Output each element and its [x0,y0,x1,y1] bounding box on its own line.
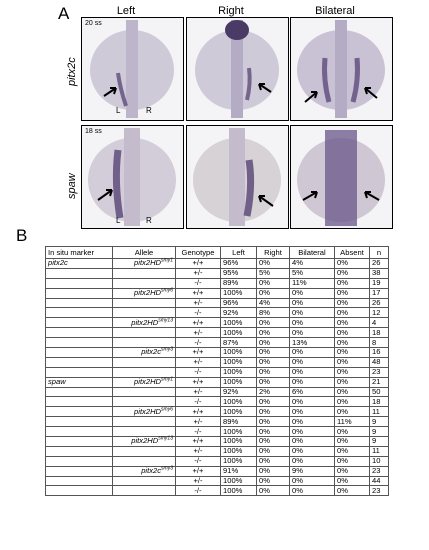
allele-name: pitx2c [141,466,162,476]
cell-allele [113,407,176,417]
cell-bilateral: 0% [290,318,335,328]
table-row [46,427,389,437]
allele-name: pitx2HD [134,288,162,298]
cell-bilateral: 0% [290,288,335,298]
cell-marker [46,427,113,437]
cell-allele [113,259,176,269]
cell-bilateral: 9% [290,466,335,476]
cell-genotype: +/+ [176,259,221,269]
header-n: n [370,247,389,259]
cell-n: 44 [370,476,389,486]
cell-allele [113,387,176,397]
cell-absent: 0% [335,466,370,476]
allele-superscript: smy13 [158,435,173,442]
cell-genotype: -/- [176,338,221,348]
cell-left: 100% [221,437,257,447]
cell-absent: 0% [335,318,370,328]
cell-right: 0% [257,427,290,437]
cell-genotype: +/+ [176,466,221,476]
allele-superscript: smy1 [161,376,173,383]
cell-right: 0% [257,486,290,496]
cell-absent: 0% [335,377,370,387]
column-title-left: Left [116,5,136,17]
cell-genotype: +/+ [176,407,221,417]
cell-right: 0% [257,446,290,456]
cell-genotype: -/- [176,308,221,318]
cell-bilateral: 0% [290,357,335,367]
allele-superscript: smy3 [161,465,173,472]
table-row [46,348,389,358]
cell-bilateral: 0% [290,446,335,456]
allele-superscript: smy1 [161,257,173,264]
cell-bilateral: 0% [290,348,335,358]
cell-genotype: -/- [176,367,221,377]
cell-marker: pitx2c [46,259,113,269]
cell-marker [46,338,113,348]
cell-allele [113,318,176,328]
table-row [46,318,389,328]
cell-absent: 0% [335,446,370,456]
table-row [46,466,389,476]
header-absent: Absent [335,247,370,259]
cell-genotype: -/- [176,278,221,288]
allele-name: pitx2HD [134,406,162,416]
cell-marker [46,268,113,278]
cell-right: 0% [257,377,290,387]
cell-absent: 0% [335,259,370,269]
cell-bilateral: 0% [290,427,335,437]
photo-pitx2c-left [81,17,184,121]
cell-bilateral: 0% [290,437,335,447]
cell-marker [46,328,113,338]
cell-marker [46,446,113,456]
cell-n: 17 [370,288,389,298]
cell-genotype: +/- [176,387,221,397]
cell-left: 92% [221,387,257,397]
photo-spaw-right [186,125,289,229]
cell-absent: 0% [335,298,370,308]
header-genotype: Genotype [176,247,221,259]
cell-right: 0% [257,476,290,486]
cell-n: 18 [370,328,389,338]
stage-label: 18 ss [85,128,102,135]
cell-allele [113,437,176,447]
cell-absent: 0% [335,357,370,367]
table-row [46,456,389,466]
lr-label-left: L [116,106,121,115]
cell-allele [113,268,176,278]
table-row [46,387,389,397]
cell-n: 26 [370,298,389,308]
cell-bilateral: 11% [290,278,335,288]
cell-n: 38 [370,268,389,278]
cell-right: 0% [257,367,290,377]
cell-marker: spaw [46,377,113,387]
table-row [46,486,389,496]
cell-marker [46,278,113,288]
cell-genotype: +/- [176,298,221,308]
cell-bilateral: 0% [290,298,335,308]
cell-left: 100% [221,367,257,377]
table-row [46,288,389,298]
cell-right: 0% [257,417,290,427]
cell-n: 11 [370,446,389,456]
header-left: Left [221,247,257,259]
cell-absent: 0% [335,348,370,358]
table-row [46,397,389,407]
table-row [46,338,389,348]
header-allele: Allele [113,247,176,259]
cell-absent: 0% [335,486,370,496]
cell-genotype: -/- [176,486,221,496]
cell-left: 89% [221,417,257,427]
cell-genotype: +/+ [176,377,221,387]
cell-genotype: +/- [176,417,221,427]
cell-left: 100% [221,456,257,466]
cell-genotype: +/- [176,268,221,278]
cell-genotype: +/- [176,446,221,456]
cell-marker [46,348,113,358]
header-in-situ-marker: In situ marker [46,247,113,259]
cell-right: 2% [257,387,290,397]
cell-genotype: +/+ [176,318,221,328]
table-row [46,446,389,456]
allele-superscript: smy3 [161,346,173,353]
header-bilateral: Bilateral [290,247,335,259]
cell-absent: 0% [335,456,370,466]
photo-pitx2c-right [186,17,289,121]
table-row [46,367,389,377]
cell-right: 5% [257,268,290,278]
cell-allele [113,466,176,476]
cell-absent: 0% [335,387,370,397]
cell-n: 9 [370,437,389,447]
cell-allele [113,377,176,387]
cell-left: 100% [221,377,257,387]
allele-name: pitx2HD [131,317,159,327]
table-row [46,328,389,338]
allele-superscript: smy6 [161,406,173,413]
cell-marker [46,288,113,298]
cell-n: 12 [370,308,389,318]
table-row [46,377,389,387]
cell-marker [46,397,113,407]
cell-left: 100% [221,476,257,486]
cell-allele [113,328,176,338]
cell-bilateral: 6% [290,387,335,397]
row-label-pitx2c: pitx2c [66,57,78,86]
allele-name: pitx2HD [134,377,162,387]
table-row [46,268,389,278]
cell-marker [46,367,113,377]
cell-bilateral: 13% [290,338,335,348]
cell-marker [46,486,113,496]
cell-left: 91% [221,466,257,476]
cell-left: 100% [221,348,257,358]
cell-bilateral: 0% [290,417,335,427]
cell-right: 0% [257,338,290,348]
column-title-bilateral: Bilateral [315,5,355,17]
cell-absent: 0% [335,367,370,377]
cell-n: 18 [370,397,389,407]
cell-n: 8 [370,338,389,348]
cell-allele [113,348,176,358]
allele-name: pitx2HD [131,436,159,446]
cell-left: 87% [221,338,257,348]
cell-bilateral: 0% [290,308,335,318]
cell-left: 100% [221,486,257,496]
cell-marker [46,298,113,308]
cell-n: 23 [370,367,389,377]
cell-right: 0% [257,407,290,417]
cell-left: 100% [221,446,257,456]
cell-genotype: +/- [176,328,221,338]
cell-absent: 0% [335,397,370,407]
cell-n: 19 [370,278,389,288]
cell-genotype: +/- [176,357,221,367]
lr-label-left: L [116,216,121,225]
cell-genotype: +/- [176,476,221,486]
cell-marker [46,308,113,318]
table-row [46,407,389,417]
cell-marker [46,456,113,466]
cell-allele [113,288,176,298]
table-row [46,357,389,367]
genotype-table [45,246,389,496]
cell-genotype: -/- [176,427,221,437]
column-title-right: Right [218,5,244,17]
cell-marker [46,407,113,417]
cell-marker [46,437,113,447]
header-right: Right [257,247,290,259]
cell-n: 50 [370,387,389,397]
cell-bilateral: 0% [290,407,335,417]
cell-left: 100% [221,397,257,407]
cell-right: 4% [257,298,290,308]
cell-bilateral: 0% [290,486,335,496]
photo-spaw-bilateral [290,125,393,229]
cell-right: 0% [257,437,290,447]
cell-left: 100% [221,427,257,437]
cell-n: 21 [370,377,389,387]
cell-bilateral: 5% [290,268,335,278]
cell-genotype: -/- [176,456,221,466]
cell-left: 96% [221,259,257,269]
cell-left: 92% [221,308,257,318]
cell-n: 16 [370,348,389,358]
cell-genotype: +/+ [176,288,221,298]
photo-pitx2c-bilateral [290,17,393,121]
allele-name: pitx2HD [134,258,162,268]
cell-allele [113,486,176,496]
cell-absent: 0% [335,476,370,486]
cell-right: 0% [257,318,290,328]
cell-n: 10 [370,456,389,466]
cell-bilateral: 0% [290,328,335,338]
cell-n: 9 [370,427,389,437]
panel-b-letter: B [16,226,28,245]
cell-n: 23 [370,486,389,496]
cell-absent: 0% [335,338,370,348]
table-row [46,278,389,288]
cell-right: 0% [257,466,290,476]
cell-left: 100% [221,407,257,417]
lr-label-right: R [146,216,152,225]
table-body [46,259,389,496]
cell-left: 96% [221,298,257,308]
cell-n: 4 [370,318,389,328]
table-row [46,437,389,447]
cell-allele [113,476,176,486]
cell-absent: 0% [335,407,370,417]
cell-right: 8% [257,308,290,318]
cell-marker [46,357,113,367]
cell-bilateral: 0% [290,367,335,377]
cell-marker [46,466,113,476]
table-row [46,417,389,427]
cell-bilateral: 0% [290,397,335,407]
cell-n: 26 [370,259,389,269]
cell-bilateral: 0% [290,476,335,486]
cell-allele [113,446,176,456]
cell-absent: 0% [335,268,370,278]
cell-left: 100% [221,288,257,298]
cell-allele [113,298,176,308]
cell-right: 0% [257,259,290,269]
cell-genotype: +/+ [176,348,221,358]
cell-absent: 11% [335,417,370,427]
table-row [46,298,389,308]
cell-absent: 0% [335,308,370,318]
cell-n: 48 [370,357,389,367]
cell-n: 23 [370,466,389,476]
cell-genotype: -/- [176,397,221,407]
cell-marker [46,476,113,486]
cell-left: 100% [221,328,257,338]
table-header-row [46,247,389,259]
cell-n: 9 [370,417,389,427]
allele-superscript: smy6 [161,287,173,294]
row-label-spaw: spaw [66,173,78,199]
cell-right: 0% [257,328,290,338]
cell-left: 95% [221,268,257,278]
table-row [46,259,389,269]
cell-right: 0% [257,357,290,367]
cell-bilateral: 4% [290,259,335,269]
cell-bilateral: 0% [290,456,335,466]
allele-name: pitx2c [141,347,162,357]
cell-bilateral: 0% [290,377,335,387]
table-row [46,308,389,318]
stage-label: 20 ss [85,20,102,27]
cell-right: 0% [257,288,290,298]
cell-marker [46,318,113,328]
cell-n: 11 [370,407,389,417]
cell-marker [46,417,113,427]
cell-left: 100% [221,318,257,328]
cell-absent: 0% [335,437,370,447]
cell-absent: 0% [335,427,370,437]
cell-allele [113,357,176,367]
lr-label-right: R [146,106,152,115]
cell-genotype: +/+ [176,437,221,447]
cell-right: 0% [257,348,290,358]
photo-spaw-left [81,125,184,229]
table-row [46,476,389,486]
panel-a-letter: A [58,4,70,23]
cell-right: 0% [257,278,290,288]
cell-marker [46,387,113,397]
cell-right: 0% [257,397,290,407]
cell-right: 0% [257,456,290,466]
allele-superscript: smy13 [158,317,173,324]
cell-absent: 0% [335,328,370,338]
cell-absent: 0% [335,278,370,288]
cell-left: 89% [221,278,257,288]
cell-allele [113,417,176,427]
cell-absent: 0% [335,288,370,298]
cell-left: 100% [221,357,257,367]
